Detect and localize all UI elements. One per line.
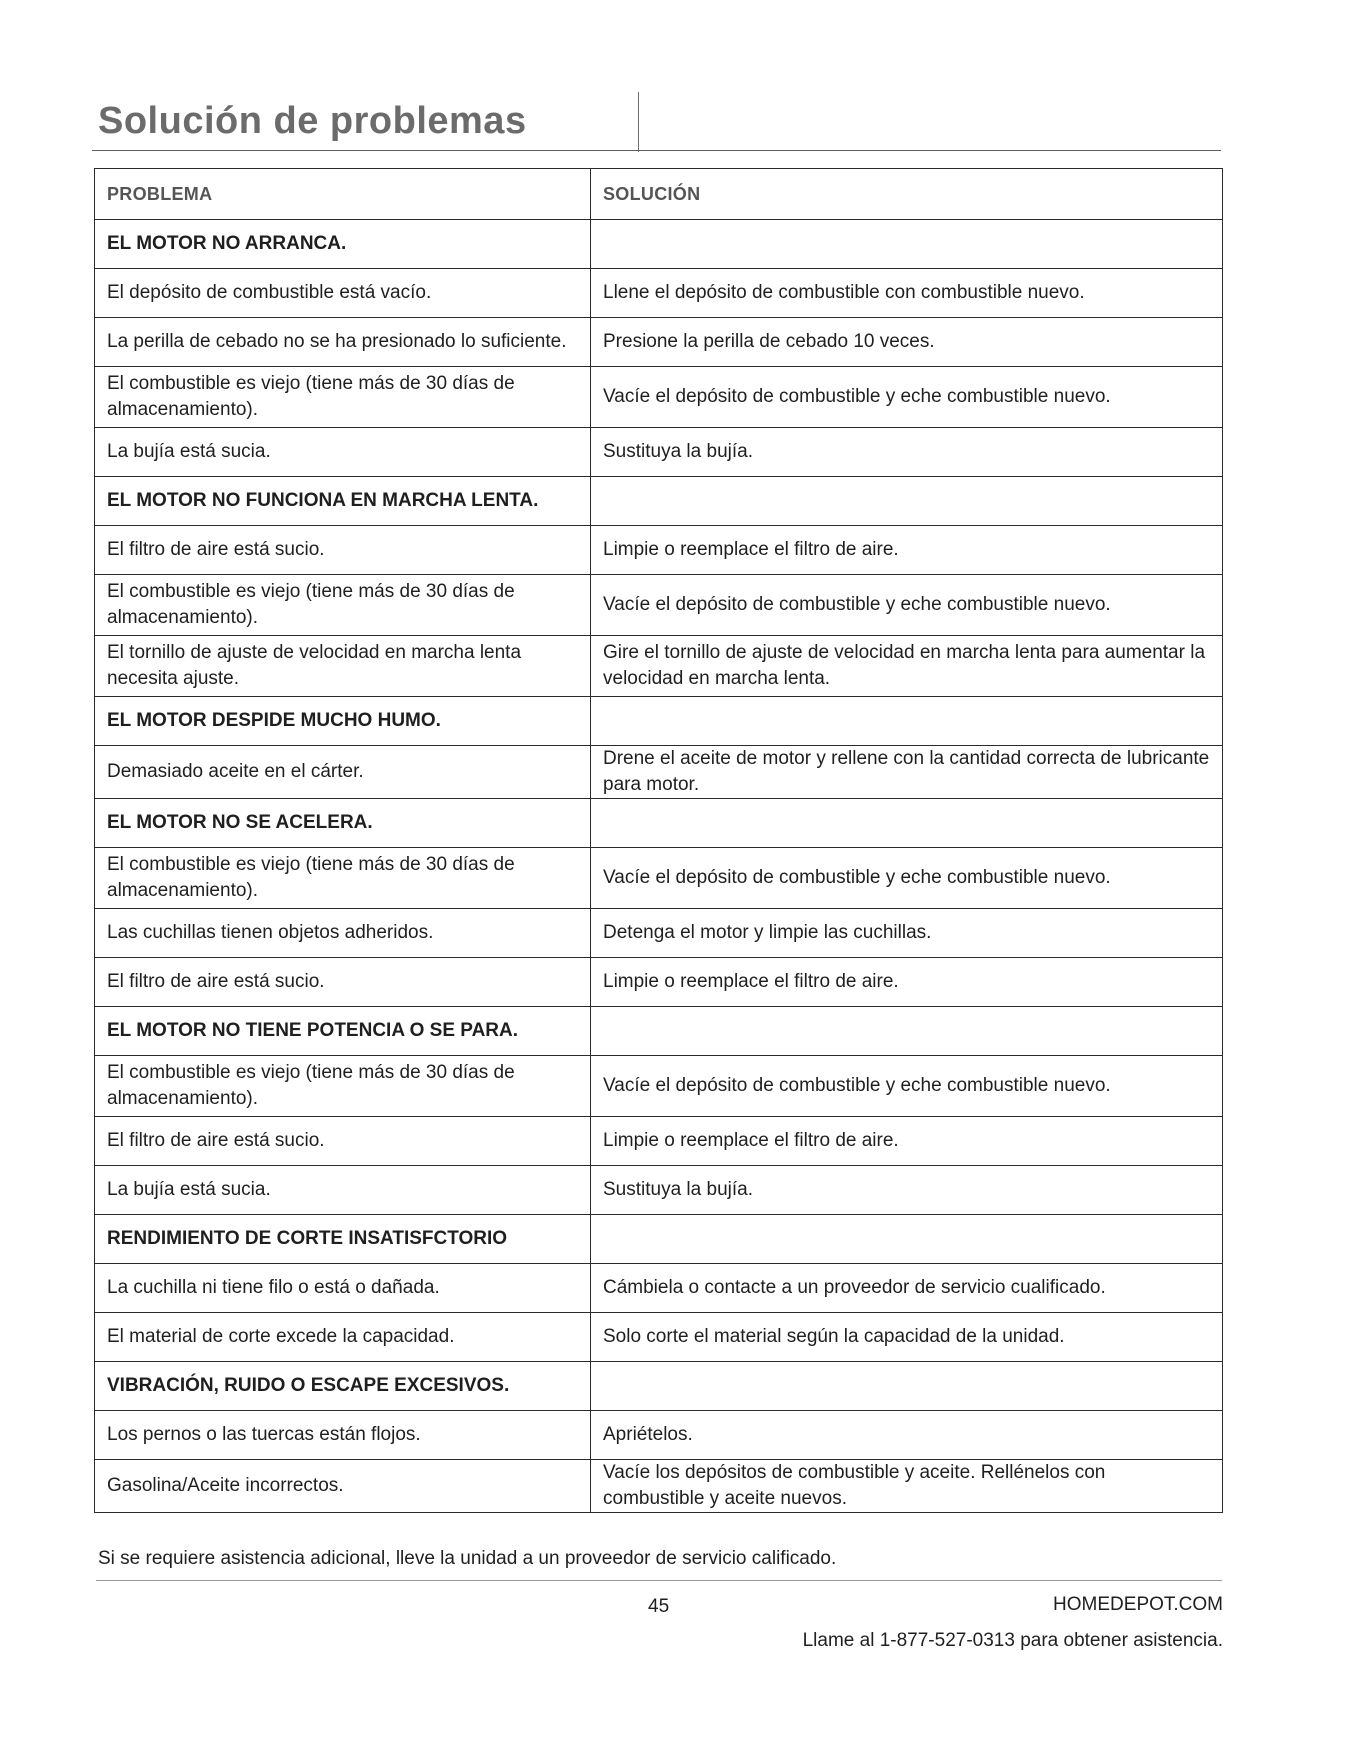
table-row: [95, 367, 1223, 428]
table-row: [95, 636, 1223, 697]
table-row: [95, 1313, 1223, 1362]
section-row: [95, 1007, 1223, 1056]
solution-cell: Presione la perilla de cebado 10 veces.: [591, 318, 1223, 367]
section-row: [95, 799, 1223, 848]
solution-cell: Vacíe el depósito de combustible y eche combustible nuevo.: [591, 575, 1223, 636]
table-body: [95, 220, 1223, 1513]
problem-cell: El material de corte excede la capacidad.: [95, 1313, 591, 1362]
table-row: [95, 1411, 1223, 1460]
page-number: 45: [648, 1596, 670, 1617]
solution-cell: Sustituya la bujía.: [591, 428, 1223, 477]
section-title: EL MOTOR NO ARRANCA.: [95, 220, 591, 269]
footer-note: Si se requiere asistencia adicional, lleve la unidad a un proveedor de servicio calificado.: [98, 1548, 837, 1569]
table-row: [95, 269, 1223, 318]
problem-cell: Los pernos o las tuercas están flojos.: [95, 1411, 591, 1460]
section-row: [95, 1215, 1223, 1264]
solution-cell: Limpie o reemplace el filtro de aire.: [591, 526, 1223, 575]
section-row: [95, 1362, 1223, 1411]
table-row: [95, 428, 1223, 477]
solution-cell: Limpie o reemplace el filtro de aire.: [591, 1117, 1223, 1166]
footer-rule: [96, 1580, 1222, 1581]
section-title: EL MOTOR NO TIENE POTENCIA O SE PARA.: [95, 1007, 591, 1056]
title-rule: [92, 150, 1221, 151]
problem-cell: El filtro de aire está sucio.: [95, 958, 591, 1007]
solution-cell: Solo corte el material según la capacidad de la unidad.: [591, 1313, 1223, 1362]
problem-cell: El tornillo de ajuste de velocidad en marcha lenta necesita ajuste.: [95, 636, 591, 697]
table-row: [95, 1056, 1223, 1117]
solution-cell: Limpie o reemplace el filtro de aire.: [591, 958, 1223, 1007]
table-row: [95, 526, 1223, 575]
table-row: [95, 318, 1223, 367]
table-row: [95, 848, 1223, 909]
section-title: EL MOTOR DESPIDE MUCHO HUMO.: [95, 697, 591, 746]
solution-cell: [591, 1362, 1223, 1411]
table-header-row: [95, 169, 1223, 220]
problem-cell: La cuchilla ni tiene filo o está o dañada.: [95, 1264, 591, 1313]
solution-cell: Vacíe el depósito de combustible y eche combustible nuevo.: [591, 1056, 1223, 1117]
table-row: [95, 1460, 1223, 1513]
problem-cell: El combustible es viejo (tiene más de 30 días de almacenamiento).: [95, 575, 591, 636]
title-divider: [638, 92, 639, 152]
problem-cell: Las cuchillas tienen objetos adheridos.: [95, 909, 591, 958]
solution-cell: Vacíe los depósitos de combustible y aceite. Rellénelos con combustible y aceite nuevos.: [591, 1460, 1223, 1513]
table-row: [95, 1264, 1223, 1313]
solution-cell: Vacíe el depósito de combustible y eche combustible nuevo.: [591, 848, 1223, 909]
section-row: [95, 477, 1223, 526]
table-row: [95, 909, 1223, 958]
problem-column-header: PROBLEMA: [95, 169, 591, 220]
problem-cell: El combustible es viejo (tiene más de 30 días de almacenamiento).: [95, 367, 591, 428]
solution-cell: Gire el tornillo de ajuste de velocidad en marcha lenta para aumentar la velocidad en marcha lenta.: [591, 636, 1223, 697]
solution-cell: [591, 1007, 1223, 1056]
site-label: HOMEDEPOT.COM: [1053, 1594, 1223, 1615]
table-row: [95, 746, 1223, 799]
problem-cell: La bujía está sucia.: [95, 428, 591, 477]
solution-cell: Apriételos.: [591, 1411, 1223, 1460]
solution-cell: [591, 1215, 1223, 1264]
solution-cell: [591, 477, 1223, 526]
problem-cell: Demasiado aceite en el cárter.: [95, 746, 591, 799]
section-title: RENDIMIENTO DE CORTE INSATISFCTORIO: [95, 1215, 591, 1264]
solution-cell: Detenga el motor y limpie las cuchillas.: [591, 909, 1223, 958]
solution-cell: [591, 799, 1223, 848]
section-title: EL MOTOR NO SE ACELERA.: [95, 799, 591, 848]
section-title: EL MOTOR NO FUNCIONA EN MARCHA LENTA.: [95, 477, 591, 526]
table-row: [95, 958, 1223, 1007]
problem-cell: El combustible es viejo (tiene más de 30 días de almacenamiento).: [95, 1056, 591, 1117]
table-row: [95, 575, 1223, 636]
problem-cell: El filtro de aire está sucio.: [95, 1117, 591, 1166]
problem-cell: Gasolina/Aceite incorrectos.: [95, 1460, 591, 1513]
troubleshooting-table: [94, 168, 1223, 1513]
solution-column-header: SOLUCIÓN: [591, 169, 1223, 220]
table-row: [95, 1166, 1223, 1215]
page-title: Solución de problemas: [98, 100, 527, 142]
solution-cell: [591, 220, 1223, 269]
problem-cell: El filtro de aire está sucio.: [95, 526, 591, 575]
table-row: [95, 1117, 1223, 1166]
section-row: [95, 220, 1223, 269]
problem-cell: La bujía está sucia.: [95, 1166, 591, 1215]
problem-cell: El combustible es viejo (tiene más de 30 días de almacenamiento).: [95, 848, 591, 909]
problem-cell: La perilla de cebado no se ha presionado lo suficiente.: [95, 318, 591, 367]
solution-cell: [591, 697, 1223, 746]
solution-cell: Sustituya la bujía.: [591, 1166, 1223, 1215]
solution-cell: Llene el depósito de combustible con combustible nuevo.: [591, 269, 1223, 318]
problem-cell: El depósito de combustible está vacío.: [95, 269, 591, 318]
solution-cell: Cámbiela o contacte a un proveedor de servicio cualificado.: [591, 1264, 1223, 1313]
section-row: [95, 697, 1223, 746]
solution-cell: Drene el aceite de motor y rellene con la cantidad correcta de lubricante para motor.: [591, 746, 1223, 799]
help-line: Llame al 1-877-527-0313 para obtener asistencia.: [802, 1630, 1223, 1651]
solution-cell: Vacíe el depósito de combustible y eche combustible nuevo.: [591, 367, 1223, 428]
section-title: VIBRACIÓN, RUIDO O ESCAPE EXCESIVOS.: [95, 1362, 591, 1411]
